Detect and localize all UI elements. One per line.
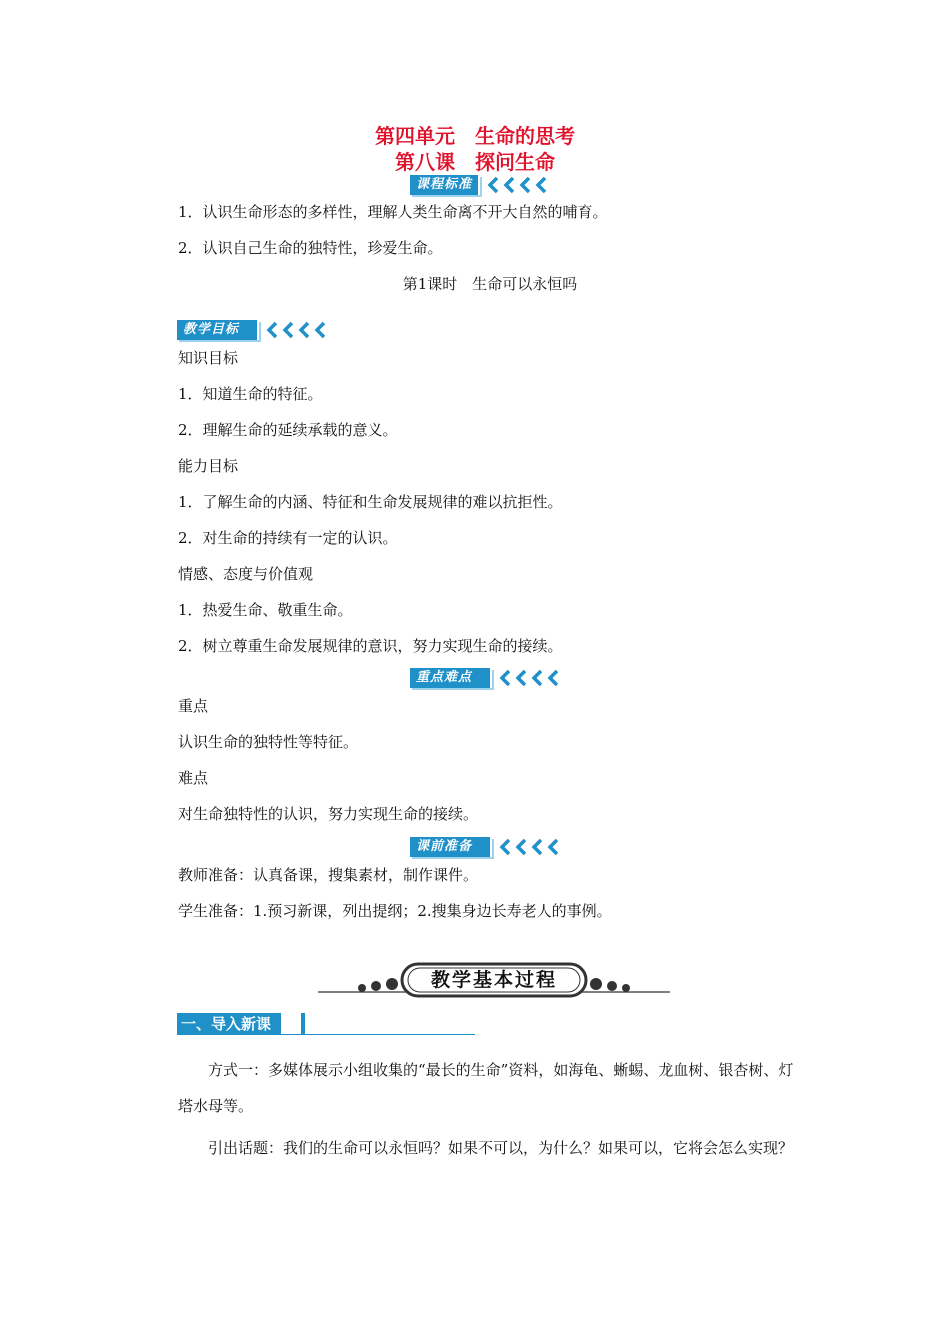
difficulty-heading: 难点 <box>178 769 209 787</box>
process-banner <box>318 956 670 1002</box>
preparation-badge <box>410 837 562 857</box>
lesson-title: 第八课 探问生命 <box>395 150 555 174</box>
objectives-badge <box>177 320 329 340</box>
section-heading-bar-icon <box>301 1013 305 1035</box>
curriculum-item-2: 2．认识自己生命的独特性，珍爱生命。 <box>178 239 443 257</box>
chevrons-left-icon <box>498 668 562 688</box>
period-title: 第1课时 生命可以永恒吗 <box>402 275 578 293</box>
key-points-badge <box>410 668 562 688</box>
ability-item-2: 2．对生命的持续有一定的认识。 <box>178 529 398 547</box>
ability-item-1: 1．了解生命的内涵、特征和生命发展规律的难以抗拒性。 <box>178 493 563 511</box>
preparation-badge-label: 课前准备 <box>410 837 492 857</box>
unit-title: 第四单元 生命的思考 <box>375 124 575 148</box>
focus-text: 认识生命的独特性等特征。 <box>178 733 359 751</box>
difficulty-text: 对生命独特性的认识，努力实现生命的接续。 <box>178 805 479 823</box>
ability-heading: 能力目标 <box>178 457 239 475</box>
chevrons-left-icon <box>265 320 329 340</box>
knowledge-item-1: 1．知道生命的特征。 <box>178 385 323 403</box>
process-banner-label: 教学基本过程 <box>430 969 557 991</box>
focus-heading: 重点 <box>178 697 209 715</box>
intro-paragraph-2: 引出话题：我们的生命可以永恒吗？如果不可以，为什么？如果可以，它将会怎么实现？ <box>208 1139 794 1157</box>
knowledge-heading: 知识目标 <box>178 349 239 367</box>
emotion-item-2: 2．树立尊重生命发展规律的意识，努力实现生命的接续。 <box>178 637 563 655</box>
curriculum-badge-label: 课程标准 <box>410 175 480 195</box>
objectives-badge-label: 教学目标 <box>177 320 259 340</box>
section-one-heading <box>177 1013 477 1035</box>
section-heading-underline <box>177 1034 475 1035</box>
emotion-item-1: 1．热爱生命、敬重生命。 <box>178 601 353 619</box>
intro-paragraph-1: 方式一：多媒体展示小组收集的“最长的生命”资料，如海龟、蜥蜴、龙血树、银杏树、灯塔水母等。 <box>178 1061 794 1115</box>
knowledge-item-2: 2．理解生命的延续承载的意义。 <box>178 421 398 439</box>
section-one-heading-label: 一、导入新课 <box>177 1013 281 1035</box>
chevrons-left-icon <box>498 837 562 857</box>
curriculum-item-1: 1．认识生命形态的多样性，理解人类生命离不开大自然的哺育。 <box>178 203 608 221</box>
emotion-heading: 情感、态度与价值观 <box>178 565 314 583</box>
key-points-badge-label: 重点难点 <box>410 668 492 688</box>
student-preparation: 学生准备：1.预习新课，列出提纲；2.搜集身边长寿老人的事例。 <box>178 902 612 920</box>
teacher-preparation: 教师准备：认真备课，搜集素材，制作课件。 <box>178 866 479 884</box>
curriculum-badge <box>410 175 550 195</box>
chevrons-left-icon <box>486 175 550 195</box>
